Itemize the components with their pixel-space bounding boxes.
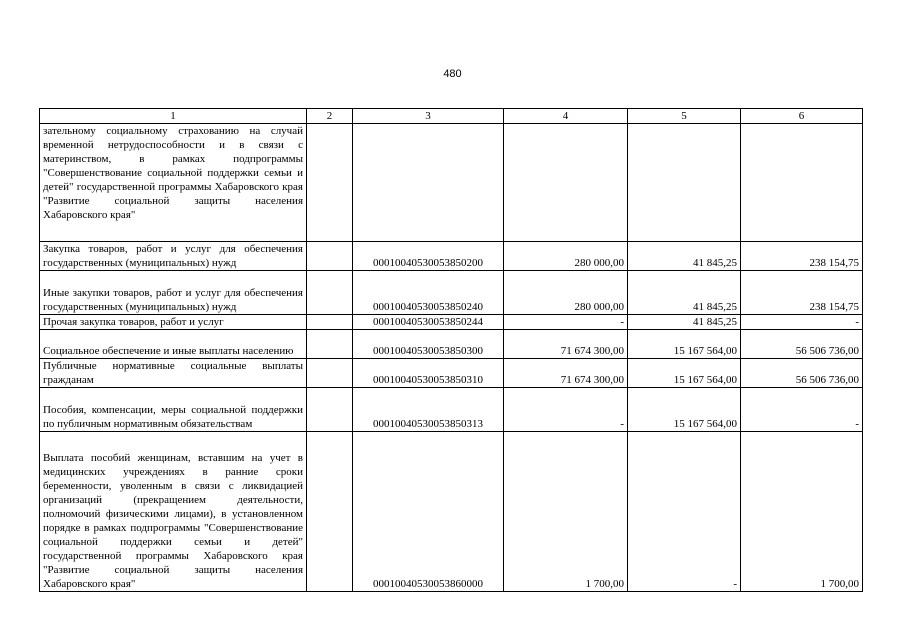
- table-row: [40, 359, 863, 388]
- row-col2: [307, 388, 353, 432]
- row-code: 00010040530053850240: [353, 271, 504, 315]
- row-col4: -: [504, 388, 628, 432]
- row-col6: 56 506 736,00: [741, 330, 863, 359]
- table-row: [40, 432, 863, 592]
- header-row: [40, 109, 863, 124]
- row-code: 00010040530053850310: [353, 359, 504, 388]
- header-cell-4: 4: [504, 109, 628, 124]
- row-col6: -: [741, 315, 863, 330]
- row-col2: [307, 315, 353, 330]
- row-description: Пособия, компенсации, меры социальной поддержки по публичным нормативным обязательствам: [40, 388, 307, 432]
- row-code: 00010040530053850313: [353, 388, 504, 432]
- row-code: [353, 124, 504, 242]
- row-col5: 15 167 564,00: [628, 330, 741, 359]
- row-col2: [307, 124, 353, 242]
- row-description: зательному социальному страхованию на случай временной нетрудоспособности и в связи с материнством, в рамках подпрограммы "Совершенствование социальной поддержки семьи и детей" государственной программы Хабаровского края "Развитие социальной защиты населения Хабаровского края": [40, 124, 307, 242]
- row-description: Выплата пособий женщинам, вставшим на учет в медицинских учреждениях в ранние сроки беременности, уволенным в связи с ликвидацией организаций (прекращением деятельности, полномочий физическими лицами), в установленном порядке в рамках подпрограммы "Совершенствование социальной поддержки семьи и детей" государственной программы Хабаровского края "Развитие социальной защиты населения Хабаровского края": [40, 432, 307, 592]
- table-row: [40, 330, 863, 359]
- row-col4: [504, 124, 628, 242]
- row-col5: 15 167 564,00: [628, 359, 741, 388]
- row-col5: 41 845,25: [628, 271, 741, 315]
- row-description: Прочая закупка товаров, работ и услуг: [40, 315, 307, 330]
- page-number: 480: [443, 68, 462, 80]
- row-col6: 238 154,75: [741, 271, 863, 315]
- row-description: Закупка товаров, работ и услуг для обеспечения государственных (муниципальных) нужд: [40, 242, 307, 271]
- row-col2: [307, 359, 353, 388]
- row-code: 00010040530053850200: [353, 242, 504, 271]
- header-cell-5: 5: [628, 109, 741, 124]
- table-row: [40, 271, 863, 315]
- row-col2: [307, 242, 353, 271]
- row-col6: 56 506 736,00: [741, 359, 863, 388]
- table-row: [40, 124, 863, 242]
- row-col2: [307, 432, 353, 592]
- row-col5: 41 845,25: [628, 242, 741, 271]
- header-cell-1: 1: [40, 109, 307, 124]
- row-col2: [307, 330, 353, 359]
- row-col4: 71 674 300,00: [504, 330, 628, 359]
- row-col6: 238 154,75: [741, 242, 863, 271]
- row-description: Иные закупки товаров, работ и услуг для обеспечения государственных (муниципальных) нужд: [40, 271, 307, 315]
- row-col4: -: [504, 315, 628, 330]
- row-col4: 280 000,00: [504, 271, 628, 315]
- row-col4: 71 674 300,00: [504, 359, 628, 388]
- row-col5: 15 167 564,00: [628, 388, 741, 432]
- row-col4: 280 000,00: [504, 242, 628, 271]
- table-row: [40, 388, 863, 432]
- header-cell-2: 2: [307, 109, 353, 124]
- row-col5: [628, 124, 741, 242]
- row-col2: [307, 271, 353, 315]
- row-description: Социальное обеспечение и иные выплаты населению: [40, 330, 307, 359]
- row-col6: 1 700,00: [741, 432, 863, 592]
- row-code: 00010040530053850244: [353, 315, 504, 330]
- table-row: [40, 315, 863, 330]
- row-col5: -: [628, 432, 741, 592]
- row-code: 00010040530053860000: [353, 432, 504, 592]
- header-cell-3: 3: [353, 109, 504, 124]
- row-col6: [741, 124, 863, 242]
- budget-execution-table: [39, 108, 863, 592]
- row-col4: 1 700,00: [504, 432, 628, 592]
- header-cell-6: 6: [741, 109, 863, 124]
- row-col6: -: [741, 388, 863, 432]
- row-code: 00010040530053850300: [353, 330, 504, 359]
- row-description: Публичные нормативные социальные выплаты гражданам: [40, 359, 307, 388]
- row-col5: 41 845,25: [628, 315, 741, 330]
- table-row: [40, 242, 863, 271]
